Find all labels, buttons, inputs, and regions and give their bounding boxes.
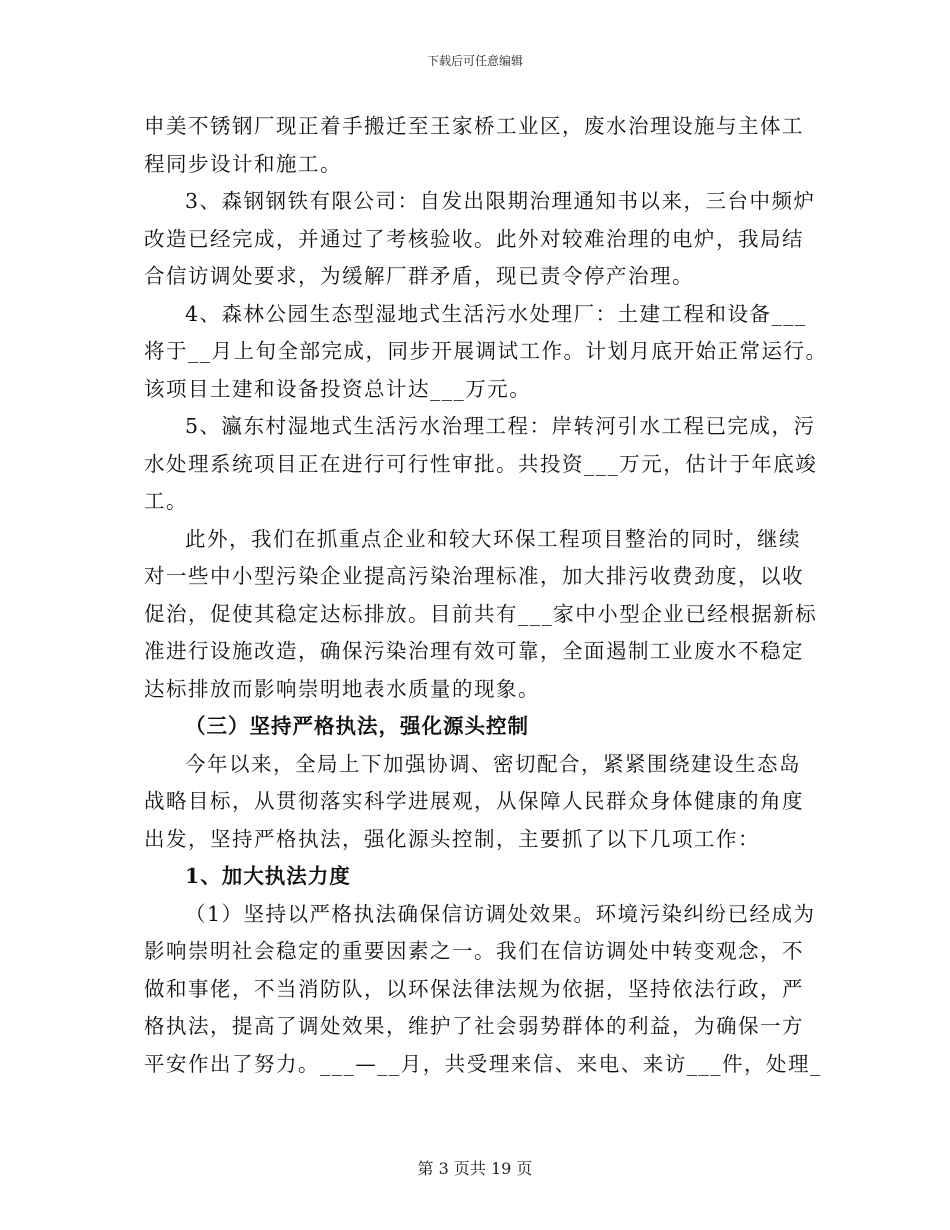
text-line: 改造已经完成，并通过了考核验收。此外对较难治理的电炉，我局结 xyxy=(144,226,804,251)
text-line: 工。 xyxy=(144,489,188,513)
text-line: 今年以来，全局上下加强协调、密切配合，紧紧围绕建设生态岛 xyxy=(185,751,801,776)
text-line: 程同步设计和施工。 xyxy=(144,151,342,176)
text-line: （1）坚持以严格执法确保信访调处效果。环境污染纠纷已经成为 xyxy=(185,901,816,926)
section-heading: （三）坚持严格执法，强化源头控制 xyxy=(185,714,529,738)
text-line: 此外，我们在抓重点企业和较大环保工程项目整治的同时，继续 xyxy=(185,526,801,551)
text-line: 影响崇明社会稳定的重要因素之一。我们在信访调处中转变观念，不 xyxy=(144,939,804,963)
text-line: 对一些中小型污染企业提高污染治理标准，加大排污收费劲度，以收 xyxy=(144,564,804,588)
text-line: 达标排放而影响崇明地表水质量的现象。 xyxy=(144,676,540,701)
text-line: 促治，促使其稳定达标排放。目前共有___家中小型企业已经根据新标 xyxy=(144,601,818,626)
text-line: 该项目土建和设备投资总计达___万元。 xyxy=(144,376,532,401)
text-line: 5、瀛东村湿地式生活污水治理工程：岸转河引水工程已完成，污 xyxy=(185,414,816,438)
text-line: 准进行设施改造，确保污染治理有效可靠，全面遏制工业废水不稳定 xyxy=(144,639,804,663)
text-line: 4、森林公园生态型湿地式生活污水处理厂：土建工程和设备___ xyxy=(185,301,807,326)
text-line: 合信访调处要求，为缓解厂群矛盾，现已责令停产治理。 xyxy=(144,264,694,288)
text-line: 平安作出了努力。___—__月，共受理来信、来电、来访___件，处理_ xyxy=(144,1051,822,1076)
text-line: 出发，坚持严格执法，强化源头控制，主要抓了以下几项工作： xyxy=(144,826,760,851)
page-number-footer: 第 3 页共 19 页 xyxy=(417,1159,533,1178)
text-line: 格执法，提高了调处效果，维护了社会弱势群体的利益，为确保一方 xyxy=(144,1014,804,1038)
text-line: 战略目标，从贯彻落实科学进展观，从保障人民群众身体健康的角度 xyxy=(144,789,804,813)
subsection-heading: 1、加大执法力度 xyxy=(185,864,351,888)
text-line: 申美不锈钢厂现正着手搬迁至王家桥工业区，废水治理设施与主体工 xyxy=(144,114,804,138)
text-line: 将于__月上旬全部完成，同步开展调试工作。计划月底开始正常运行。 xyxy=(144,339,828,363)
page-header: 下载后可任意编辑 xyxy=(426,54,523,68)
text-line: 3、森钢钢铁有限公司：自发出限期治理通知书以来，三台中频炉 xyxy=(185,189,816,213)
document-body xyxy=(144,108,828,1083)
text-line: 做和事佬，不当消防队，以环保法律法规为依据，坚持依法行政，严 xyxy=(144,976,804,1001)
text-line: 水处理系统项目正在进行可行性审批。共投资___万元，估计于年底竣 xyxy=(144,451,818,476)
